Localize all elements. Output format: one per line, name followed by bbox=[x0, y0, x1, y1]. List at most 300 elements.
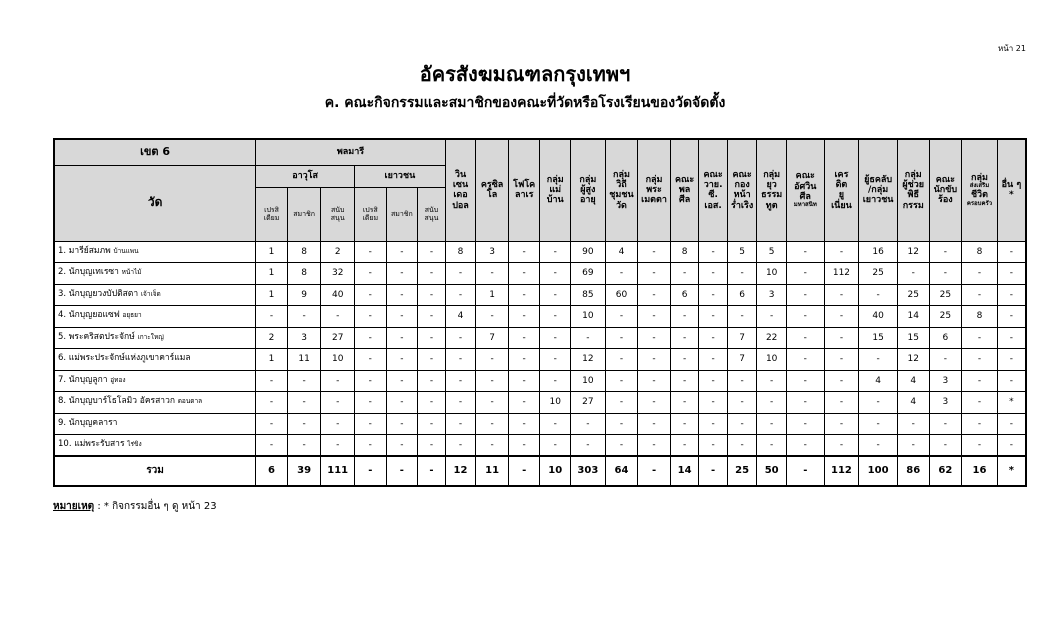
value-cell: 4 bbox=[897, 370, 929, 392]
header-text: ผู้สูง bbox=[580, 185, 596, 196]
value-cell: - bbox=[508, 370, 540, 392]
value-cell: - bbox=[540, 435, 571, 457]
value-cell: - bbox=[386, 349, 418, 371]
value-cell: - bbox=[476, 413, 509, 435]
value-cell: 3 bbox=[929, 370, 962, 392]
value-cell: 6 bbox=[929, 327, 962, 349]
col-header-youth-supporters bbox=[418, 187, 446, 241]
value-cell: - bbox=[699, 435, 728, 457]
header-text: หน้า bbox=[733, 190, 751, 201]
value-cell: - bbox=[824, 413, 859, 435]
value-cell: - bbox=[540, 306, 571, 328]
total-value-cell: 62 bbox=[929, 456, 962, 486]
value-cell: - bbox=[699, 306, 728, 328]
header-text: คณะ bbox=[732, 169, 752, 180]
footnote-label: หมายเหตุ bbox=[53, 501, 95, 512]
value-cell: - bbox=[355, 241, 387, 263]
header-text: บ้าน bbox=[546, 195, 564, 206]
wat-name-cell: 7. นักบุญลูกา อู่ทอง bbox=[54, 370, 256, 392]
header-text: สนับ bbox=[330, 205, 345, 214]
yaowachon-header: เยาวชน bbox=[355, 165, 446, 187]
value-cell: - bbox=[786, 435, 824, 457]
value-cell: - bbox=[670, 413, 699, 435]
header-text: กรรม bbox=[902, 200, 924, 211]
value-cell: - bbox=[445, 349, 476, 371]
wat-name-cell: 5. พระคริสตประจักษ์ เกาะใหญ่ bbox=[54, 327, 256, 349]
value-cell: 12 bbox=[897, 349, 929, 371]
footnote bbox=[53, 499, 217, 514]
header-text: พล bbox=[678, 185, 691, 196]
table-row bbox=[54, 392, 1026, 414]
value-cell: - bbox=[962, 435, 998, 457]
value-cell: - bbox=[256, 413, 288, 435]
value-cell: - bbox=[355, 349, 387, 371]
value-cell: - bbox=[476, 370, 509, 392]
value-cell: 8 bbox=[287, 241, 321, 263]
value-cell: - bbox=[962, 284, 998, 306]
value-cell: - bbox=[418, 284, 446, 306]
header-text: เมตตา bbox=[641, 195, 667, 206]
col-header-senior-praesidium bbox=[256, 187, 288, 241]
value-cell: - bbox=[897, 263, 929, 285]
header-text: กลุ่ม bbox=[613, 169, 630, 180]
total-value-cell: - bbox=[699, 456, 728, 486]
value-cell: - bbox=[321, 392, 355, 414]
value-cell: 16 bbox=[859, 241, 898, 263]
value-cell: - bbox=[445, 263, 476, 285]
wat-name-cell: 10. แม่พระรับสาร ไร่ขิง bbox=[54, 435, 256, 457]
value-cell: 40 bbox=[321, 284, 355, 306]
col-header-senior-supporters bbox=[321, 187, 355, 241]
value-cell: 9 bbox=[287, 284, 321, 306]
value-cell: - bbox=[321, 435, 355, 457]
value-cell: - bbox=[638, 327, 671, 349]
col-header-ycs bbox=[699, 139, 728, 241]
header-text: กลุ่ม bbox=[579, 174, 597, 185]
header-text: เนี่ยน bbox=[831, 200, 852, 211]
table-row bbox=[54, 306, 1026, 328]
table-row bbox=[54, 349, 1026, 371]
total-value-cell: 25 bbox=[727, 456, 757, 486]
header-text: วิถี bbox=[616, 179, 627, 190]
value-cell: - bbox=[997, 306, 1026, 328]
value-cell: - bbox=[962, 349, 998, 371]
header-text: ร่ำเริง bbox=[731, 200, 754, 211]
value-cell: - bbox=[256, 306, 288, 328]
value-cell: - bbox=[786, 306, 824, 328]
value-cell: - bbox=[508, 349, 540, 371]
value-cell: 112 bbox=[824, 263, 859, 285]
header-text: ลาเร bbox=[514, 190, 534, 201]
value-cell: 2 bbox=[321, 241, 355, 263]
wat-name-cell: 6. แม่พระประจักษ์แห่งภูเขาคาร์แมล bbox=[54, 349, 256, 371]
value-cell: - bbox=[386, 306, 418, 328]
value-cell: - bbox=[786, 370, 824, 392]
header-text: อัศวิน bbox=[794, 181, 817, 192]
total-value-cell: * bbox=[997, 456, 1026, 486]
total-value-cell: 6 bbox=[256, 456, 288, 486]
header-text: ซี. bbox=[708, 190, 718, 201]
value-cell: - bbox=[699, 413, 728, 435]
total-value-cell: 39 bbox=[287, 456, 321, 486]
value-cell: - bbox=[540, 263, 571, 285]
value-cell: - bbox=[605, 349, 638, 371]
arwuso-header: อาวุโส bbox=[256, 165, 355, 187]
value-cell: - bbox=[699, 241, 728, 263]
header-text: กลุ่ม bbox=[763, 169, 781, 180]
value-cell: - bbox=[386, 435, 418, 457]
value-cell: 90 bbox=[571, 241, 606, 263]
value-cell: - bbox=[445, 435, 476, 457]
value-cell: - bbox=[786, 392, 824, 414]
value-cell: - bbox=[321, 413, 355, 435]
col-header-youth-praesidium bbox=[355, 187, 387, 241]
header-text: เดียม bbox=[362, 214, 379, 222]
value-cell: 8 bbox=[445, 241, 476, 263]
header-text: อื่น ๆ bbox=[1001, 179, 1022, 190]
total-value-cell: 10 bbox=[540, 456, 571, 486]
value-cell: - bbox=[256, 392, 288, 414]
value-cell: - bbox=[287, 306, 321, 328]
value-cell: - bbox=[727, 370, 757, 392]
total-row bbox=[54, 456, 1026, 486]
value-cell: - bbox=[256, 370, 288, 392]
value-cell: - bbox=[476, 263, 509, 285]
value-cell: 10 bbox=[571, 370, 606, 392]
col-header-youth-members bbox=[386, 187, 418, 241]
col-header-choir bbox=[929, 139, 962, 241]
value-cell: * bbox=[997, 392, 1026, 414]
value-cell: 15 bbox=[897, 327, 929, 349]
col-header-vinsen bbox=[445, 139, 476, 241]
value-cell: - bbox=[445, 370, 476, 392]
value-cell: 25 bbox=[859, 263, 898, 285]
value-cell: - bbox=[897, 435, 929, 457]
value-cell: - bbox=[997, 327, 1026, 349]
value-cell: - bbox=[638, 349, 671, 371]
value-cell: 32 bbox=[321, 263, 355, 285]
value-cell: 1 bbox=[476, 284, 509, 306]
value-cell: - bbox=[508, 306, 540, 328]
value-cell: 85 bbox=[571, 284, 606, 306]
value-cell: - bbox=[824, 284, 859, 306]
value-cell: - bbox=[321, 370, 355, 392]
value-cell: 10 bbox=[757, 349, 787, 371]
value-cell: - bbox=[287, 370, 321, 392]
value-cell: - bbox=[418, 435, 446, 457]
value-cell: 7 bbox=[727, 349, 757, 371]
value-cell: - bbox=[605, 370, 638, 392]
value-cell: - bbox=[445, 327, 476, 349]
value-cell: - bbox=[540, 327, 571, 349]
value-cell: - bbox=[508, 392, 540, 414]
value-cell: - bbox=[670, 349, 699, 371]
value-cell: 10 bbox=[757, 263, 787, 285]
value-cell: - bbox=[386, 392, 418, 414]
wat-name-cell: 8. นักบุญบาร์โธโลมิว อัครสาวก ดอนตาล bbox=[54, 392, 256, 414]
value-cell: - bbox=[699, 327, 728, 349]
value-cell: - bbox=[824, 392, 859, 414]
value-cell: - bbox=[355, 370, 387, 392]
value-cell: 10 bbox=[571, 306, 606, 328]
value-cell: - bbox=[386, 241, 418, 263]
value-cell: - bbox=[386, 370, 418, 392]
value-cell: - bbox=[786, 349, 824, 371]
header-text: ศีล bbox=[799, 191, 811, 202]
value-cell: 6 bbox=[727, 284, 757, 306]
value-cell: 8 bbox=[962, 306, 998, 328]
value-cell: - bbox=[824, 370, 859, 392]
value-cell: 25 bbox=[929, 284, 962, 306]
header-text: คณะ bbox=[795, 171, 815, 182]
value-cell: - bbox=[605, 413, 638, 435]
value-cell: - bbox=[699, 392, 728, 414]
value-cell: - bbox=[287, 435, 321, 457]
col-header-housewives bbox=[540, 139, 571, 241]
header-text: ธรรม bbox=[761, 190, 783, 201]
value-cell: 1 bbox=[256, 349, 288, 371]
total-value-cell: 112 bbox=[824, 456, 859, 486]
value-cell: - bbox=[929, 349, 962, 371]
value-cell: - bbox=[445, 413, 476, 435]
header-text: วาย. bbox=[703, 179, 723, 190]
wat-header: วัด bbox=[54, 165, 256, 241]
value-cell: - bbox=[508, 263, 540, 285]
value-cell: - bbox=[605, 435, 638, 457]
header-text: กลุ่ม bbox=[645, 174, 663, 185]
col-header-eucharist-knights bbox=[786, 139, 824, 241]
value-cell: - bbox=[508, 284, 540, 306]
value-cell: 40 bbox=[859, 306, 898, 328]
value-cell: - bbox=[476, 349, 509, 371]
value-cell: - bbox=[962, 413, 998, 435]
header-text: ยุว bbox=[766, 179, 777, 190]
value-cell: 12 bbox=[897, 241, 929, 263]
value-cell: - bbox=[824, 349, 859, 371]
value-cell: 3 bbox=[287, 327, 321, 349]
value-cell: - bbox=[962, 370, 998, 392]
value-cell: - bbox=[786, 263, 824, 285]
value-cell: 8 bbox=[287, 263, 321, 285]
value-cell: - bbox=[929, 413, 962, 435]
header-text: พิธี bbox=[907, 190, 919, 201]
value-cell: - bbox=[859, 413, 898, 435]
zone-header: เขต 6 bbox=[54, 139, 256, 165]
value-cell: - bbox=[605, 327, 638, 349]
value-cell: 10 bbox=[540, 392, 571, 414]
header-text: ครูซิล bbox=[480, 179, 504, 190]
value-cell: - bbox=[355, 392, 387, 414]
value-cell: - bbox=[786, 284, 824, 306]
header-text: ยู้ธคลับ bbox=[864, 174, 893, 185]
value-cell: - bbox=[997, 241, 1026, 263]
value-cell: - bbox=[386, 413, 418, 435]
header-text: เปรสิ bbox=[264, 205, 279, 214]
header-text: สนับ bbox=[424, 205, 439, 214]
value-cell: - bbox=[997, 284, 1026, 306]
value-cell: 8 bbox=[962, 241, 998, 263]
value-cell: - bbox=[508, 413, 540, 435]
value-cell: - bbox=[699, 370, 728, 392]
value-cell: - bbox=[571, 435, 606, 457]
value-cell: - bbox=[355, 306, 387, 328]
value-cell: - bbox=[418, 306, 446, 328]
total-value-cell: - bbox=[638, 456, 671, 486]
value-cell: 25 bbox=[929, 306, 962, 328]
value-cell: - bbox=[757, 413, 787, 435]
value-cell: 27 bbox=[571, 392, 606, 414]
value-cell: - bbox=[997, 349, 1026, 371]
col-header-youth-club bbox=[859, 139, 898, 241]
value-cell: - bbox=[418, 263, 446, 285]
table-row bbox=[54, 370, 1026, 392]
value-cell: - bbox=[256, 435, 288, 457]
value-cell: - bbox=[786, 413, 824, 435]
header-text: สมาชิก bbox=[390, 209, 413, 218]
header-text: ศีล bbox=[678, 195, 691, 206]
value-cell: 7 bbox=[727, 327, 757, 349]
header-text: สมาชิก bbox=[293, 209, 315, 218]
value-cell: - bbox=[699, 284, 728, 306]
value-cell: - bbox=[476, 392, 509, 414]
value-cell: 8 bbox=[670, 241, 699, 263]
col-header-phon-sin bbox=[670, 139, 699, 241]
value-cell: - bbox=[757, 435, 787, 457]
table-row bbox=[54, 241, 1026, 263]
table-row bbox=[54, 327, 1026, 349]
phon-mari-header: พลมารี bbox=[256, 139, 446, 165]
value-cell: - bbox=[638, 413, 671, 435]
wat-name-cell: 9. นักบุญคลารา bbox=[54, 413, 256, 435]
value-cell: 7 bbox=[476, 327, 509, 349]
page-subtitle: ค. คณะกิจกรรมและสมาชิกของคณะที่วัดหรือโรงเรียนของวัดจัดตั้ง bbox=[324, 95, 726, 111]
total-value-cell: - bbox=[418, 456, 446, 486]
value-cell: - bbox=[476, 435, 509, 457]
header-text: โฟโค bbox=[513, 179, 536, 190]
value-cell: - bbox=[824, 241, 859, 263]
value-cell: - bbox=[757, 392, 787, 414]
value-cell: - bbox=[727, 392, 757, 414]
value-cell: - bbox=[418, 241, 446, 263]
value-cell: - bbox=[605, 392, 638, 414]
value-cell: - bbox=[605, 306, 638, 328]
total-value-cell: 111 bbox=[321, 456, 355, 486]
header-text: เดอ bbox=[453, 190, 468, 201]
col-header-credit-union bbox=[824, 139, 859, 241]
wat-name-cell: 3. นักบุญยวงบัปติสตา เจ้าเจ็ด bbox=[54, 284, 256, 306]
col-header-cursillo bbox=[476, 139, 509, 241]
col-header-others bbox=[997, 139, 1026, 241]
value-cell: - bbox=[727, 413, 757, 435]
value-cell: - bbox=[638, 370, 671, 392]
value-cell: - bbox=[962, 327, 998, 349]
value-cell: - bbox=[445, 392, 476, 414]
value-cell: - bbox=[638, 241, 671, 263]
value-cell: 15 bbox=[859, 327, 898, 349]
total-value-cell: 11 bbox=[476, 456, 509, 486]
header-text: ครอบครัว bbox=[966, 199, 993, 207]
header-text: เอส. bbox=[704, 200, 722, 211]
value-cell: - bbox=[638, 392, 671, 414]
header-text: ชุมชน bbox=[609, 190, 634, 201]
value-cell: - bbox=[962, 392, 998, 414]
col-header-altar-servers bbox=[897, 139, 929, 241]
wat-name-cell: 2. นักบุญเทเรซา หน้าไม้ bbox=[54, 263, 256, 285]
value-cell: - bbox=[605, 263, 638, 285]
activity-table bbox=[53, 138, 1027, 487]
value-cell: - bbox=[962, 263, 998, 285]
value-cell: 6 bbox=[670, 284, 699, 306]
value-cell: 2 bbox=[256, 327, 288, 349]
value-cell: - bbox=[824, 435, 859, 457]
value-cell: - bbox=[670, 435, 699, 457]
value-cell: - bbox=[997, 413, 1026, 435]
value-cell: 5 bbox=[757, 241, 787, 263]
footnote-text: : * กิจกรรมอื่น ๆ ดู หน้า 23 bbox=[94, 501, 217, 512]
value-cell: 4 bbox=[605, 241, 638, 263]
value-cell: - bbox=[386, 263, 418, 285]
header-text: คณะ bbox=[935, 174, 955, 185]
total-value-cell: - bbox=[786, 456, 824, 486]
table-row bbox=[54, 435, 1026, 457]
value-cell: - bbox=[929, 241, 962, 263]
total-value-cell: - bbox=[386, 456, 418, 486]
value-cell: - bbox=[670, 370, 699, 392]
header-text: เคร bbox=[834, 169, 849, 180]
value-cell: 3 bbox=[757, 284, 787, 306]
header-text: ผู้ช่วย bbox=[902, 179, 925, 190]
value-cell: - bbox=[727, 435, 757, 457]
header-text: /กลุ่ม bbox=[868, 185, 889, 196]
header-text: คณะ bbox=[703, 169, 723, 180]
total-value-cell: 100 bbox=[859, 456, 898, 486]
value-cell: - bbox=[386, 284, 418, 306]
value-cell: - bbox=[699, 349, 728, 371]
header-text: ส่งเสริม bbox=[969, 182, 990, 190]
col-header-community bbox=[605, 139, 638, 241]
col-header-divine-mercy bbox=[638, 139, 671, 241]
value-cell: 22 bbox=[757, 327, 787, 349]
value-cell: 11 bbox=[287, 349, 321, 371]
value-cell: - bbox=[638, 284, 671, 306]
value-cell: - bbox=[418, 413, 446, 435]
header-text: ชีวิต bbox=[970, 190, 988, 201]
total-value-cell: - bbox=[508, 456, 540, 486]
header-text: เซน bbox=[452, 179, 469, 190]
value-cell: - bbox=[727, 263, 757, 285]
page-title: อัครสังฆมณฑลกรุงเทพฯ bbox=[419, 62, 631, 86]
value-cell: - bbox=[287, 413, 321, 435]
value-cell: - bbox=[824, 306, 859, 328]
value-cell: - bbox=[508, 241, 540, 263]
value-cell: - bbox=[540, 370, 571, 392]
total-value-cell: 64 bbox=[605, 456, 638, 486]
value-cell: - bbox=[824, 327, 859, 349]
table-row bbox=[54, 284, 1026, 306]
value-cell: - bbox=[540, 349, 571, 371]
total-value-cell: 303 bbox=[571, 456, 606, 486]
value-cell: - bbox=[638, 435, 671, 457]
total-value-cell: 86 bbox=[897, 456, 929, 486]
table-row bbox=[54, 263, 1026, 285]
total-value-cell: 14 bbox=[670, 456, 699, 486]
value-cell: - bbox=[418, 370, 446, 392]
col-header-cheerful-front bbox=[727, 139, 757, 241]
table-row bbox=[54, 413, 1026, 435]
value-cell: - bbox=[786, 327, 824, 349]
header-text: นักขับ bbox=[933, 185, 958, 196]
header-text: สนุน bbox=[424, 214, 439, 222]
